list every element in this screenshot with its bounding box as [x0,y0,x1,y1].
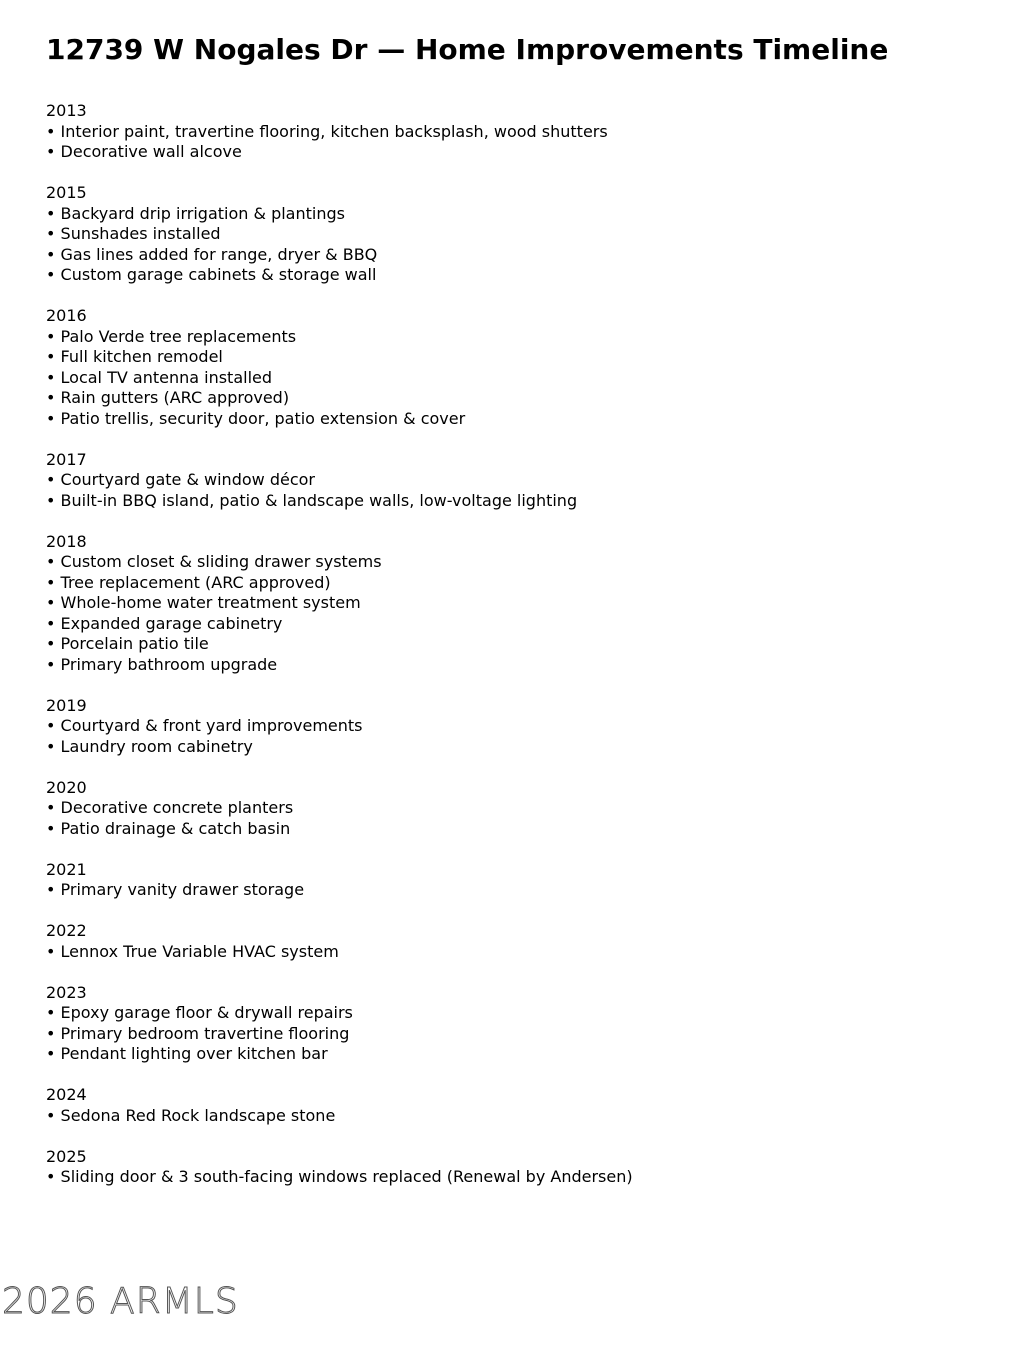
year-section [46,983,1006,1065]
improvement-item: • Sunshades installed [46,224,1006,245]
improvement-item: • Sedona Red Rock landscape stone [46,1106,1006,1127]
improvement-item: • Lennox True Variable HVAC system [46,942,1006,963]
improvement-item: • Primary bedroom travertine flooring [46,1024,1006,1045]
copyright-watermark: 2026 ARMLS [2,1281,239,1322]
year-section [46,696,1006,758]
improvement-item: • Built-in BBQ island, patio & landscape walls, low-voltage lighting [46,491,1006,512]
improvement-item: • Patio trellis, security door, patio extension & cover [46,409,1006,430]
improvement-item: • Courtyard gate & window décor [46,470,1006,491]
improvement-item: • Custom closet & sliding drawer systems [46,552,1006,573]
improvement-item: • Porcelain patio tile [46,634,1006,655]
year-heading: 2025 [46,1146,87,1166]
year-heading: 2020 [46,777,87,797]
improvement-item: • Laundry room cabinetry [46,737,1006,758]
year-section [46,532,1006,676]
year-heading: 2018 [46,531,87,551]
year-heading: 2017 [46,449,87,469]
improvement-item: • Decorative concrete planters [46,798,1006,819]
year-heading: 2024 [46,1085,87,1104]
improvements-timeline [46,101,1006,1208]
improvement-item: • Local TV antenna installed [46,368,1006,389]
year-section [46,778,1006,840]
improvement-item: • Palo Verde tree replacements [46,327,1006,348]
year-heading: 2015 [46,183,87,202]
improvement-item: • Tree replacement (ARC approved) [46,573,1006,594]
improvement-item: • Interior paint, travertine flooring, kitchen backsplash, wood shutters [46,122,1006,143]
year-section [46,306,1006,429]
improvement-item: • Rain gutters (ARC approved) [46,388,1006,409]
improvement-item: • Pendant lighting over kitchen bar [46,1044,1006,1065]
improvement-item: • Backyard drip irrigation & plantings [46,204,1006,225]
page-title: 12739 W Nogales Dr — Home Improvements Timeline [46,33,889,66]
improvement-item: • Primary bathroom upgrade [46,655,1006,676]
year-heading: 2023 [46,982,87,1002]
year-section [46,183,1006,286]
improvement-item: • Custom garage cabinets & storage wall [46,265,1006,286]
improvement-item: • Sliding door & 3 south-facing windows replaced (Renewal by Andersen) [46,1167,1006,1188]
year-heading: 2022 [46,921,87,940]
improvement-item: • Patio drainage & catch basin [46,819,1006,840]
year-section [46,921,1006,962]
year-heading: 2021 [46,859,87,879]
improvement-item: • Decorative wall alcove [46,142,1006,163]
improvement-item: • Full kitchen remodel [46,347,1006,368]
year-section [46,450,1006,512]
year-heading: 2013 [46,101,87,120]
improvement-item: • Primary vanity drawer storage [46,880,1006,901]
year-section [46,860,1006,901]
year-section [46,1085,1006,1126]
improvement-item: • Courtyard & front yard improvements [46,716,1006,737]
improvement-item: • Epoxy garage floor & drywall repairs [46,1003,1006,1024]
year-section [46,1147,1006,1188]
year-section [46,101,1006,163]
improvement-item: • Expanded garage cabinetry [46,614,1006,635]
improvement-item: • Whole-home water treatment system [46,593,1006,614]
improvement-item: • Gas lines added for range, dryer & BBQ [46,245,1006,266]
year-heading: 2019 [46,695,87,715]
year-heading: 2016 [46,306,87,325]
